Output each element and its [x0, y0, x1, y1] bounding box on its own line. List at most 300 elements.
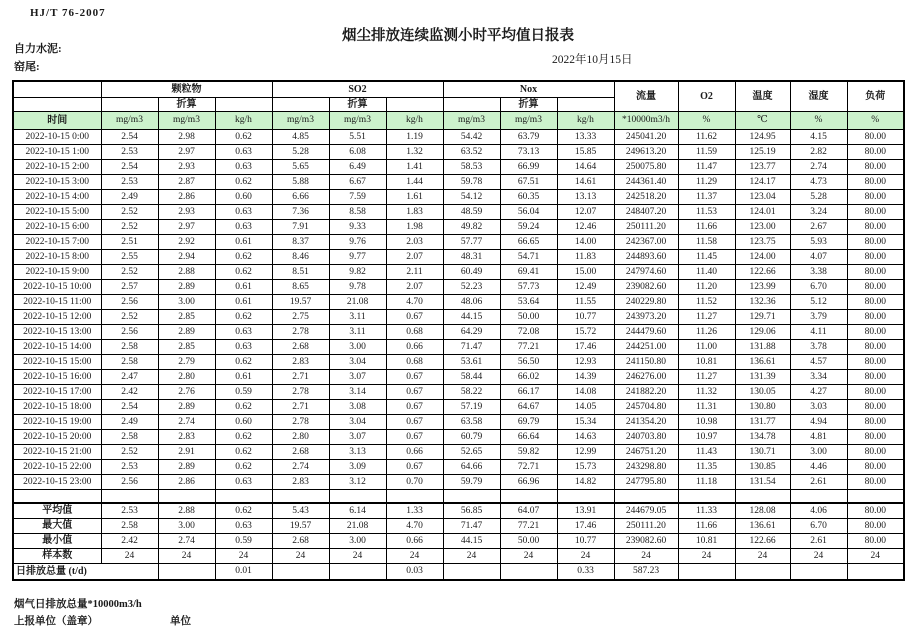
time-cell: 2022-10-15 4:00: [13, 190, 101, 205]
value-cell: 240703.80: [614, 430, 678, 445]
value-cell: 13.91: [557, 503, 614, 519]
value-cell: 3.07: [329, 370, 386, 385]
value-cell: 8.46: [272, 250, 329, 265]
table-row: [13, 325, 904, 340]
value-cell: 1.33: [386, 503, 443, 519]
value-cell: 66.17: [500, 385, 557, 400]
table-row: [13, 475, 904, 490]
value-cell: 80.00: [847, 475, 904, 490]
value-cell: 2.71: [272, 370, 329, 385]
time-cell: 2022-10-15 8:00: [13, 250, 101, 265]
table-row: [13, 340, 904, 355]
time-cell: 2022-10-15 10:00: [13, 280, 101, 295]
value-cell: 5.28: [790, 190, 847, 205]
value-cell: [557, 490, 614, 504]
value-cell: 80.00: [847, 250, 904, 265]
value-cell: 2.58: [101, 355, 158, 370]
value-cell: 2.75: [272, 310, 329, 325]
value-cell: 3.11: [329, 310, 386, 325]
value-cell: [158, 490, 215, 504]
value-cell: 15.85: [557, 145, 614, 160]
header-pm: 颗粒物: [101, 81, 272, 98]
table-row: [13, 175, 904, 190]
value-cell: 44.15: [443, 310, 500, 325]
value-cell: 5.43: [272, 503, 329, 519]
value-cell: 246276.00: [614, 370, 678, 385]
value-cell: 248407.20: [614, 205, 678, 220]
value-cell: 1.61: [386, 190, 443, 205]
value-cell: 244251.00: [614, 340, 678, 355]
value-cell: 80.00: [847, 175, 904, 190]
value-cell: 15.34: [557, 415, 614, 430]
summary-label: 最大值: [13, 519, 101, 534]
value-cell: 64.07: [500, 503, 557, 519]
value-cell: 2.68: [272, 534, 329, 549]
value-cell: 80.00: [847, 445, 904, 460]
value-cell: 0.66: [386, 340, 443, 355]
value-cell: 0.62: [215, 400, 272, 415]
value-cell: 2.07: [386, 250, 443, 265]
value-cell: 4.81: [790, 430, 847, 445]
value-cell: 132.36: [735, 295, 790, 310]
value-cell: 3.00: [790, 445, 847, 460]
value-cell: 2.98: [158, 130, 215, 145]
value-cell: 80.00: [847, 160, 904, 175]
value-cell: 80.00: [847, 400, 904, 415]
value-cell: 2.83: [272, 475, 329, 490]
unit-label: 单位: [170, 616, 191, 627]
value-cell: 54.12: [443, 190, 500, 205]
table-row: [13, 235, 904, 250]
value-cell: 2.58: [101, 430, 158, 445]
time-cell: 2022-10-15 13:00: [13, 325, 101, 340]
value-cell: 11.83: [557, 250, 614, 265]
page-title: 烟尘排放连续监测小时平均值日报表: [342, 28, 574, 44]
time-cell: 2022-10-15 2:00: [13, 160, 101, 175]
value-cell: 130.71: [735, 445, 790, 460]
value-cell: 3.00: [158, 295, 215, 310]
value-cell: 4.94: [790, 415, 847, 430]
value-cell: 53.64: [500, 295, 557, 310]
value-cell: 2.74: [158, 415, 215, 430]
value-cell: 2.87: [158, 175, 215, 190]
value-cell: 2.78: [272, 325, 329, 340]
value-cell: 0.67: [386, 370, 443, 385]
value-cell: 2.07: [386, 280, 443, 295]
value-cell: 250111.20: [614, 519, 678, 534]
value-cell: 12.46: [557, 220, 614, 235]
value-cell: 11.53: [678, 205, 735, 220]
value-cell: 131.39: [735, 370, 790, 385]
value-cell: 66.64: [500, 430, 557, 445]
value-cell: 129.71: [735, 310, 790, 325]
time-cell: 2022-10-15 12:00: [13, 310, 101, 325]
value-cell: 2.78: [272, 415, 329, 430]
value-cell: 2.83: [158, 430, 215, 445]
value-cell: 24: [678, 549, 735, 564]
value-cell: 64.67: [500, 400, 557, 415]
table-row: [13, 250, 904, 265]
value-cell: 123.00: [735, 220, 790, 235]
value-cell: 5.93: [790, 235, 847, 250]
value-cell: 2.58: [101, 519, 158, 534]
value-cell: 8.51: [272, 265, 329, 280]
table-row: [13, 295, 904, 310]
daily-total-so2: 0.03: [386, 564, 443, 581]
header-units-row: [13, 112, 904, 130]
time-cell: 2022-10-15 21:00: [13, 445, 101, 460]
value-cell: 15.72: [557, 325, 614, 340]
value-cell: 125.19: [735, 145, 790, 160]
value-cell: 2.49: [101, 190, 158, 205]
value-cell: 9.33: [329, 220, 386, 235]
value-cell: 9.82: [329, 265, 386, 280]
value-cell: 2.82: [790, 145, 847, 160]
value-cell: 17.46: [557, 340, 614, 355]
value-cell: 8.58: [329, 205, 386, 220]
blank-cell: [847, 564, 904, 581]
value-cell: 0.67: [386, 415, 443, 430]
unit-cell: *10000m3/h: [614, 112, 678, 130]
value-cell: 245041.20: [614, 130, 678, 145]
value-cell: 57.73: [500, 280, 557, 295]
blank-cell: [790, 564, 847, 581]
value-cell: 80.00: [847, 310, 904, 325]
value-cell: 54.42: [443, 130, 500, 145]
value-cell: 48.59: [443, 205, 500, 220]
value-cell: 131.88: [735, 340, 790, 355]
value-cell: 0.67: [386, 460, 443, 475]
value-cell: 44.15: [443, 534, 500, 549]
value-cell: 0.59: [215, 385, 272, 400]
value-cell: 2.56: [101, 475, 158, 490]
value-cell: 6.70: [790, 519, 847, 534]
value-cell: 0.60: [215, 415, 272, 430]
value-cell: 5.51: [329, 130, 386, 145]
standard-code: HJ/T 76-2007: [30, 7, 106, 19]
value-cell: 0.63: [215, 220, 272, 235]
value-cell: 0.66: [386, 445, 443, 460]
value-cell: 2.93: [158, 160, 215, 175]
value-cell: 24: [215, 549, 272, 564]
value-cell: 2.79: [158, 355, 215, 370]
value-cell: 123.77: [735, 160, 790, 175]
value-cell: 124.17: [735, 175, 790, 190]
value-cell: 80.00: [847, 519, 904, 534]
header-flow: 流量: [614, 81, 678, 112]
value-cell: 24: [443, 549, 500, 564]
header-blank-cell: [386, 98, 443, 112]
table-row: [13, 445, 904, 460]
data-rows: [13, 130, 904, 504]
value-cell: 59.78: [443, 175, 500, 190]
value-cell: 14.39: [557, 370, 614, 385]
value-cell: 14.64: [557, 160, 614, 175]
value-cell: 80.00: [847, 503, 904, 519]
value-cell: 0.63: [215, 145, 272, 160]
value-cell: 69.41: [500, 265, 557, 280]
blank-cell: [329, 564, 386, 581]
value-cell: 2.80: [158, 370, 215, 385]
value-cell: 11.35: [678, 460, 735, 475]
value-cell: 0.61: [215, 370, 272, 385]
value-cell: 2.55: [101, 250, 158, 265]
value-cell: 3.03: [790, 400, 847, 415]
value-cell: 80.00: [847, 325, 904, 340]
value-cell: 53.61: [443, 355, 500, 370]
value-cell: 0.63: [215, 205, 272, 220]
value-cell: 11.66: [678, 220, 735, 235]
unit-cell: mg/m3: [158, 112, 215, 130]
value-cell: 80.00: [847, 145, 904, 160]
header-time-label: 时间: [13, 112, 101, 130]
value-cell: 56.50: [500, 355, 557, 370]
value-cell: 130.80: [735, 400, 790, 415]
time-cell: 2022-10-15 0:00: [13, 130, 101, 145]
value-cell: 21.08: [329, 295, 386, 310]
value-cell: 2.86: [158, 190, 215, 205]
value-cell: 19.57: [272, 519, 329, 534]
value-cell: 2.67: [790, 220, 847, 235]
table-row: [13, 280, 904, 295]
value-cell: 11.29: [678, 175, 735, 190]
value-cell: 0.62: [215, 460, 272, 475]
value-cell: 1.32: [386, 145, 443, 160]
value-cell: 3.04: [329, 415, 386, 430]
value-cell: 2.61: [790, 475, 847, 490]
value-cell: 0.67: [386, 430, 443, 445]
time-cell: 2022-10-15 6:00: [13, 220, 101, 235]
value-cell: 246751.20: [614, 445, 678, 460]
value-cell: 2.92: [158, 235, 215, 250]
value-cell: 57.77: [443, 235, 500, 250]
value-cell: 49.82: [443, 220, 500, 235]
value-cell: 6.49: [329, 160, 386, 175]
value-cell: 24: [158, 549, 215, 564]
summary-row: [13, 519, 904, 534]
value-cell: 80.00: [847, 430, 904, 445]
value-cell: 2.56: [101, 325, 158, 340]
value-cell: 0.66: [386, 534, 443, 549]
value-cell: 10.98: [678, 415, 735, 430]
value-cell: 48.06: [443, 295, 500, 310]
value-cell: 2.89: [158, 325, 215, 340]
value-cell: 6.14: [329, 503, 386, 519]
value-cell: 63.58: [443, 415, 500, 430]
header-pm-converted: 折算: [158, 98, 215, 112]
value-cell: [101, 490, 158, 504]
blank-cell: [272, 564, 329, 581]
value-cell: 2.52: [101, 265, 158, 280]
header-blank-cell: [272, 98, 329, 112]
value-cell: 2.61: [790, 534, 847, 549]
value-cell: 2.74: [790, 160, 847, 175]
value-cell: 14.05: [557, 400, 614, 415]
blank-cell: [500, 564, 557, 581]
header-blank-cell: [101, 98, 158, 112]
value-cell: 0.59: [215, 534, 272, 549]
daily-total-nox: 0.33: [557, 564, 614, 581]
value-cell: 64.29: [443, 325, 500, 340]
time-cell: 2022-10-15 18:00: [13, 400, 101, 415]
value-cell: 2.89: [158, 280, 215, 295]
value-cell: 4.11: [790, 325, 847, 340]
header-o2: O2: [678, 81, 735, 112]
value-cell: 24: [847, 549, 904, 564]
value-cell: 14.08: [557, 385, 614, 400]
value-cell: 2.11: [386, 265, 443, 280]
value-cell: 242367.00: [614, 235, 678, 250]
value-cell: 0.63: [215, 325, 272, 340]
value-cell: 0.63: [215, 519, 272, 534]
value-cell: [847, 490, 904, 504]
value-cell: 128.08: [735, 503, 790, 519]
value-cell: 17.46: [557, 519, 614, 534]
value-cell: 9.78: [329, 280, 386, 295]
value-cell: 243973.20: [614, 310, 678, 325]
spacer-row: [13, 490, 904, 504]
value-cell: 13.13: [557, 190, 614, 205]
value-cell: 6.70: [790, 280, 847, 295]
time-cell: 2022-10-15 5:00: [13, 205, 101, 220]
value-cell: 0.62: [215, 310, 272, 325]
value-cell: 7.59: [329, 190, 386, 205]
value-cell: 24: [329, 549, 386, 564]
value-cell: 244893.60: [614, 250, 678, 265]
value-cell: 6.08: [329, 145, 386, 160]
summary-row: [13, 549, 904, 564]
value-cell: 2.74: [272, 460, 329, 475]
value-cell: 14.00: [557, 235, 614, 250]
value-cell: 124.00: [735, 250, 790, 265]
table-row: [13, 355, 904, 370]
value-cell: 2.94: [158, 250, 215, 265]
value-cell: 3.00: [329, 340, 386, 355]
value-cell: 80.00: [847, 415, 904, 430]
value-cell: 60.49: [443, 265, 500, 280]
value-cell: 24: [614, 549, 678, 564]
time-cell: 2022-10-15 23:00: [13, 475, 101, 490]
value-cell: 3.13: [329, 445, 386, 460]
value-cell: 2.74: [158, 534, 215, 549]
value-cell: 12.99: [557, 445, 614, 460]
unit-cell: kg/h: [386, 112, 443, 130]
value-cell: 11.27: [678, 370, 735, 385]
value-cell: 71.47: [443, 519, 500, 534]
value-cell: 12.07: [557, 205, 614, 220]
value-cell: 72.08: [500, 325, 557, 340]
header-load: 负荷: [847, 81, 904, 112]
value-cell: 2.53: [101, 145, 158, 160]
table-row: [13, 265, 904, 280]
value-cell: 7.91: [272, 220, 329, 235]
summary-label: 样本数: [13, 549, 101, 564]
value-cell: 6.67: [329, 175, 386, 190]
value-cell: 3.00: [329, 534, 386, 549]
value-cell: 2.53: [101, 460, 158, 475]
value-cell: 12.93: [557, 355, 614, 370]
value-cell: [329, 490, 386, 504]
value-cell: [614, 490, 678, 504]
value-cell: 11.20: [678, 280, 735, 295]
value-cell: 241150.80: [614, 355, 678, 370]
value-cell: 2.52: [101, 220, 158, 235]
daily-total-row: [13, 564, 904, 581]
unit-cell: %: [847, 112, 904, 130]
value-cell: 122.66: [735, 534, 790, 549]
header-group-row: [13, 81, 904, 98]
value-cell: 3.24: [790, 205, 847, 220]
table-row: [13, 430, 904, 445]
value-cell: 80.00: [847, 460, 904, 475]
blank-cell: [443, 564, 500, 581]
time-cell: 2022-10-15 1:00: [13, 145, 101, 160]
value-cell: 0.60: [215, 190, 272, 205]
value-cell: 11.27: [678, 310, 735, 325]
value-cell: 129.06: [735, 325, 790, 340]
value-cell: 136.61: [735, 519, 790, 534]
value-cell: 11.00: [678, 340, 735, 355]
value-cell: 2.85: [158, 340, 215, 355]
value-cell: [386, 490, 443, 504]
value-cell: 0.62: [215, 430, 272, 445]
value-cell: 80.00: [847, 355, 904, 370]
value-cell: 3.34: [790, 370, 847, 385]
value-cell: 0.68: [386, 355, 443, 370]
header-humidity: 湿度: [790, 81, 847, 112]
table-row: [13, 160, 904, 175]
value-cell: 1.98: [386, 220, 443, 235]
value-cell: [678, 490, 735, 504]
table-row: [13, 220, 904, 235]
value-cell: 15.73: [557, 460, 614, 475]
value-cell: 4.27: [790, 385, 847, 400]
value-cell: 11.33: [678, 503, 735, 519]
value-cell: 2.51: [101, 235, 158, 250]
value-cell: 244479.60: [614, 325, 678, 340]
value-cell: 0.63: [215, 160, 272, 175]
unit-cell: mg/m3: [500, 112, 557, 130]
value-cell: 11.58: [678, 235, 735, 250]
value-cell: 11.52: [678, 295, 735, 310]
value-cell: 2.49: [101, 415, 158, 430]
value-cell: 3.78: [790, 340, 847, 355]
value-cell: 3.79: [790, 310, 847, 325]
unit-cell: kg/h: [215, 112, 272, 130]
unit-cell: %: [678, 112, 735, 130]
value-cell: 2.97: [158, 145, 215, 160]
value-cell: 242518.20: [614, 190, 678, 205]
value-cell: 2.89: [158, 400, 215, 415]
value-cell: 80.00: [847, 280, 904, 295]
blank-cell: [13, 490, 101, 504]
value-cell: 11.31: [678, 400, 735, 415]
unit-cell: kg/h: [557, 112, 614, 130]
value-cell: 3.14: [329, 385, 386, 400]
value-cell: 0.62: [215, 355, 272, 370]
time-cell: 2022-10-15 7:00: [13, 235, 101, 250]
value-cell: 2.68: [272, 445, 329, 460]
value-cell: [500, 490, 557, 504]
value-cell: 80.00: [847, 534, 904, 549]
unit-cell: mg/m3: [272, 112, 329, 130]
value-cell: 247974.60: [614, 265, 678, 280]
value-cell: 8.65: [272, 280, 329, 295]
value-cell: 50.00: [500, 534, 557, 549]
summary-rows: [13, 503, 904, 564]
value-cell: 80.00: [847, 220, 904, 235]
value-cell: 2.52: [101, 445, 158, 460]
